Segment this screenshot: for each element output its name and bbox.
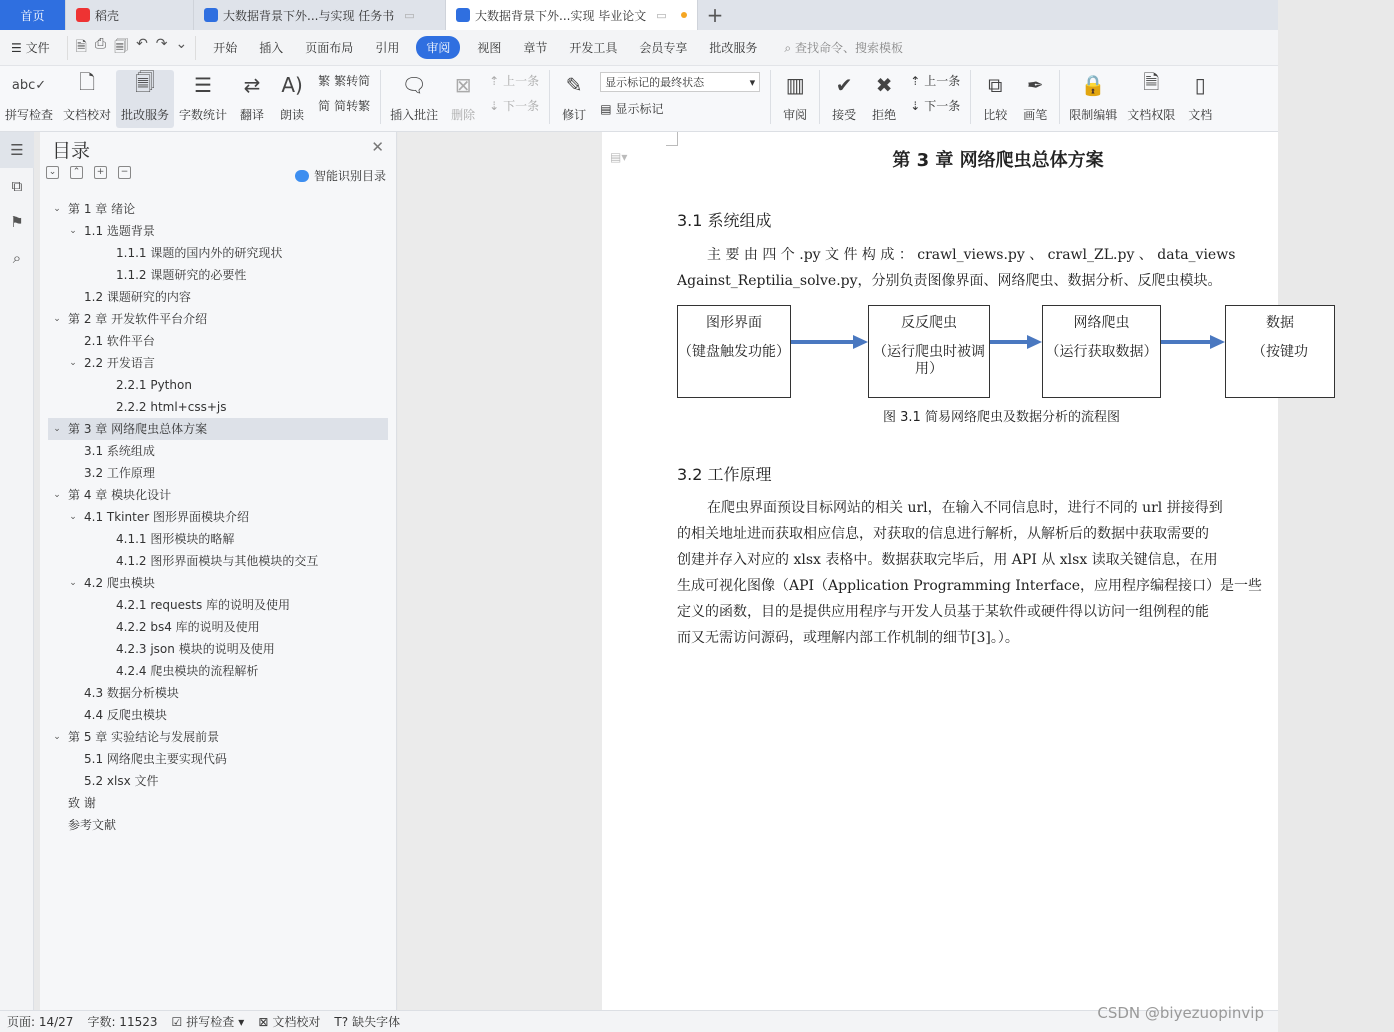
paragraph-line: 在爬虫界面预设目标网站的相关 url，在输入不同信息时，进行不同的 url 拼接得到 bbox=[707, 500, 1223, 516]
show-markup-icon: ▤ bbox=[600, 101, 612, 116]
docer-icon bbox=[76, 8, 90, 22]
delete-comment-icon: ⊠ bbox=[454, 73, 472, 97]
review-pane-icon: ▥ bbox=[785, 73, 805, 97]
correction-service-button[interactable] bbox=[116, 70, 174, 128]
toc-item[interactable] bbox=[48, 286, 388, 308]
tab-task-doc[interactable] bbox=[194, 0, 446, 30]
toc-item-label: 1.1.1 课题的国内外的研究现状 bbox=[116, 246, 283, 260]
font-icon: T? bbox=[334, 1014, 349, 1029]
trad-to-simp-button[interactable] bbox=[318, 72, 370, 89]
chapter-nav-icon[interactable]: ⧉ bbox=[11, 177, 23, 195]
compare-label: 比较 bbox=[983, 108, 1008, 122]
menu-bar bbox=[0, 30, 1278, 66]
show-markup-label: 显示标记 bbox=[615, 102, 664, 116]
track-changes-button[interactable] bbox=[554, 70, 594, 128]
page-indicator[interactable]: 页面: 14/27 bbox=[7, 1015, 74, 1029]
flow-box-title: 反反爬虫 bbox=[901, 315, 957, 331]
flow-box-desc: （运行获取数据） bbox=[1045, 344, 1158, 360]
chevron-down-icon[interactable]: ⌄ bbox=[69, 226, 77, 236]
toc-item[interactable] bbox=[48, 440, 388, 462]
toc-item-label: 4.2.2 bs4 库的说明及使用 bbox=[116, 620, 260, 634]
word-doc-icon bbox=[456, 8, 470, 22]
toc-item[interactable] bbox=[48, 814, 388, 836]
permission-icon: 🗎 bbox=[1143, 70, 1160, 94]
toc-item[interactable] bbox=[48, 550, 388, 572]
toc-item-label: 4.4 反爬虫模块 bbox=[84, 708, 167, 722]
tab-home[interactable] bbox=[0, 0, 66, 30]
next-comment-label: 下一条 bbox=[503, 99, 540, 113]
toc-item-label: 4.2 爬虫模块 bbox=[84, 576, 155, 590]
restrict-edit-button[interactable] bbox=[1064, 70, 1122, 128]
tab-thesis-doc-label: 大数据背景下外...实现 毕业论文 bbox=[475, 8, 647, 23]
toc-item-label: 4.2.1 requests 库的说明及使用 bbox=[116, 598, 291, 612]
read-aloud-icon: A) bbox=[281, 73, 303, 97]
save-icon[interactable]: 🗎 bbox=[75, 38, 87, 55]
accept-button[interactable] bbox=[824, 70, 864, 128]
toc-item[interactable] bbox=[48, 396, 388, 418]
spell-check-button[interactable] bbox=[0, 70, 58, 128]
tab-thesis-doc[interactable] bbox=[446, 0, 698, 30]
word-count-icon: ☰ bbox=[194, 73, 213, 97]
simp-to-trad-label: 简转繁 bbox=[334, 99, 371, 113]
flow-box bbox=[677, 305, 791, 398]
section-title: 3.2 工作原理 bbox=[677, 465, 772, 484]
checkbox-icon: ☑ bbox=[171, 1014, 183, 1029]
review-pane-button[interactable] bbox=[775, 70, 815, 128]
divider bbox=[819, 70, 820, 124]
toc-item[interactable] bbox=[48, 528, 388, 550]
paragraph-line: 主 要 由 四 个 .py 文 件 构 成 ： crawl_views.py 、 crawl_ZL.py 、 data_views bbox=[707, 247, 1236, 263]
toc-item[interactable] bbox=[48, 462, 388, 484]
simp-icon: 简 bbox=[318, 99, 331, 113]
more-doc-button[interactable] bbox=[1180, 70, 1220, 128]
monitor-icon: ▭ bbox=[656, 8, 667, 22]
divider bbox=[1059, 70, 1060, 124]
chevron-down-icon[interactable]: ⌄ bbox=[53, 314, 61, 324]
flow-box-title: 图形界面 bbox=[706, 315, 762, 331]
toc-item-label: 5.2 xlsx 文件 bbox=[84, 774, 159, 788]
flow-box bbox=[1042, 305, 1161, 398]
flow-arrow-icon bbox=[990, 332, 1042, 352]
spell-check-toggle[interactable] bbox=[165, 1013, 252, 1030]
tab-home-label: 首页 bbox=[20, 8, 45, 23]
toc-item[interactable] bbox=[48, 198, 388, 220]
expand-icon[interactable]: ⌃ bbox=[70, 166, 83, 179]
toc-title: 目录 bbox=[52, 140, 91, 162]
toc-item-label: 第 2 章 开发软件平台介绍 bbox=[68, 312, 208, 326]
next-comment-button[interactable] bbox=[489, 97, 539, 114]
bookmark-icon[interactable]: ⚑ bbox=[10, 213, 24, 231]
reject-label: 拒绝 bbox=[872, 108, 897, 122]
quick-access-toolbar bbox=[67, 36, 197, 60]
toc-item-label: 致 谢 bbox=[68, 796, 96, 810]
close-icon[interactable]: ✕ bbox=[371, 138, 384, 156]
translate-label: 翻译 bbox=[240, 108, 265, 122]
accept-label: 接受 bbox=[832, 108, 857, 122]
toc-item-label: 第 1 章 绪论 bbox=[68, 202, 136, 216]
compare-button[interactable] bbox=[975, 70, 1015, 128]
toc-item[interactable] bbox=[48, 220, 388, 242]
smart-toc-label: 智能识别目录 bbox=[313, 169, 386, 183]
toc-item[interactable] bbox=[48, 242, 388, 264]
tab-bar bbox=[0, 0, 1278, 30]
menu-insert[interactable]: 插入 bbox=[259, 41, 284, 55]
page-menu-icon[interactable]: ▤▾ bbox=[610, 150, 628, 164]
proofread-button[interactable] bbox=[58, 70, 116, 128]
toc-item[interactable] bbox=[48, 726, 388, 748]
next-change-icon: ⇣ bbox=[910, 98, 921, 113]
watermark: CSDN @biyezuopinvip bbox=[1097, 1004, 1264, 1022]
toc-list bbox=[48, 198, 388, 836]
toc-item[interactable] bbox=[48, 682, 388, 704]
doc-permission-label: 文档权限 bbox=[1127, 108, 1176, 122]
toc-item-label: 第 4 章 模块化设计 bbox=[68, 488, 172, 502]
flow-box-desc: （运行爬虫时被调用） bbox=[873, 344, 985, 377]
divider bbox=[549, 70, 550, 124]
redo-icon[interactable]: ↷ bbox=[155, 35, 168, 52]
restrict-edit-label: 限制编辑 bbox=[1069, 108, 1118, 122]
toc-item-label: 2.1 软件平台 bbox=[84, 334, 155, 348]
prev-comment-button[interactable] bbox=[489, 72, 539, 89]
toc-item-label: 参考文献 bbox=[68, 818, 117, 832]
customize-icon[interactable]: ⌄ bbox=[175, 35, 188, 52]
toc-item[interactable] bbox=[48, 594, 388, 616]
new-tab-button[interactable]: + bbox=[706, 3, 724, 27]
chevron-down-icon[interactable]: ⌄ bbox=[69, 512, 77, 522]
compare-icon: ⧉ bbox=[988, 73, 1003, 97]
delete-comment-button[interactable] bbox=[443, 70, 483, 128]
next-change-button[interactable] bbox=[910, 97, 960, 114]
doc-icon: ▯ bbox=[1194, 73, 1206, 97]
chevron-down-icon[interactable]: ⌄ bbox=[53, 732, 61, 742]
comment-icon: 🗨 bbox=[401, 73, 427, 97]
proofread-status[interactable] bbox=[251, 1013, 327, 1030]
section-title: 3.1 系统组成 bbox=[677, 211, 772, 230]
spell-check-status-label: 拼写检查 bbox=[186, 1015, 235, 1029]
menu-chapter[interactable]: 章节 bbox=[523, 41, 548, 55]
flow-box-desc: （键盘触发功能） bbox=[678, 344, 790, 360]
tab-docer[interactable] bbox=[66, 0, 194, 30]
toc-item-label: 4.2.3 json 模块的说明及使用 bbox=[116, 642, 275, 656]
review-pane-label: 审阅 bbox=[783, 108, 808, 122]
missing-font-label: 缺失字体 bbox=[352, 1015, 401, 1029]
track-changes-label: 修订 bbox=[562, 108, 587, 122]
insert-comment-button[interactable] bbox=[385, 70, 443, 128]
margin-marker bbox=[666, 132, 678, 146]
trad-to-simp-label: 繁转简 bbox=[334, 74, 371, 88]
toc-item[interactable] bbox=[48, 506, 388, 528]
review-ribbon bbox=[0, 66, 1278, 132]
toc-item[interactable] bbox=[48, 418, 388, 440]
paragraph-line: 而又无需访问源码，或理解内部工作机制的细节[3]。）。 bbox=[677, 630, 1019, 646]
menu-layout[interactable]: 页面布局 bbox=[305, 41, 354, 55]
unsaved-dot-icon bbox=[681, 12, 687, 18]
track-changes-icon: ✎ bbox=[565, 73, 583, 97]
toc-item[interactable] bbox=[48, 572, 388, 594]
smart-toc-button[interactable] bbox=[295, 167, 386, 184]
toc-item-label: 2.2.1 Python bbox=[116, 378, 192, 392]
menu-start[interactable]: 开始 bbox=[213, 41, 238, 55]
toc-tools bbox=[46, 166, 131, 179]
flow-arrow-icon bbox=[1161, 332, 1225, 352]
menu-devtools[interactable]: 开发工具 bbox=[569, 41, 618, 55]
toc-nav-icon[interactable]: ☰ bbox=[0, 132, 34, 168]
toc-item[interactable] bbox=[48, 770, 388, 792]
undo-icon[interactable]: ↶ bbox=[136, 35, 148, 52]
toc-item[interactable] bbox=[48, 638, 388, 660]
word-count-label: 字数统计 bbox=[179, 108, 228, 122]
document-page[interactable] bbox=[602, 132, 1308, 1010]
translate-button[interactable] bbox=[232, 70, 272, 128]
word-count-indicator[interactable]: 字数: 11523 bbox=[87, 1015, 158, 1029]
prev-comment-label: 上一条 bbox=[503, 74, 540, 88]
flow-arrow-icon bbox=[791, 332, 868, 352]
proofread-label: 文档校对 bbox=[63, 108, 112, 122]
flow-box-desc: （按键功 bbox=[1252, 344, 1308, 360]
toc-item-label: 第 3 章 网络爬虫总体方案 bbox=[68, 422, 208, 436]
translate-icon: ⇄ bbox=[243, 73, 261, 97]
reject-icon: ✖ bbox=[875, 73, 893, 97]
toc-item-label: 1.2 课题研究的内容 bbox=[84, 290, 191, 304]
search-icon: ⌕ bbox=[784, 41, 792, 55]
toc-item-label: 2.2 开发语言 bbox=[84, 356, 155, 370]
paragraph-line: 创建并存入对应的 xlsx 表格中。数据获取完毕后，用 API 从 xlsx 读取关键信息，在用 bbox=[677, 552, 1218, 568]
collapse-all-icon[interactable]: ⌄ bbox=[46, 166, 59, 179]
prev-change-icon: ⇡ bbox=[910, 73, 921, 88]
read-aloud-button[interactable] bbox=[272, 70, 312, 128]
flow-box bbox=[1225, 305, 1335, 398]
toc-item[interactable] bbox=[48, 484, 388, 506]
divider bbox=[380, 70, 381, 124]
accept-icon: ✔ bbox=[835, 73, 853, 97]
paragraph-line: 定义的函数，目的是提供应用程序与开发人员基于某软件或硬件得以访问一组例程的能 bbox=[677, 604, 1209, 620]
toc-item-label: 4.3 数据分析模块 bbox=[84, 686, 179, 700]
remove-icon[interactable]: − bbox=[118, 166, 131, 179]
proofread-icon: 🗋 bbox=[78, 70, 96, 94]
search-icon[interactable]: ⌕ bbox=[12, 249, 22, 267]
word-doc-icon bbox=[204, 8, 218, 22]
add-icon[interactable]: + bbox=[94, 166, 107, 179]
toc-item-label: 1.1.2 课题研究的必要性 bbox=[116, 268, 247, 282]
chapter-title: 第 3 章 网络爬虫总体方案 bbox=[892, 150, 1104, 171]
ai-icon bbox=[295, 170, 309, 182]
trad-icon: 繁 bbox=[318, 74, 331, 88]
toc-item-label: 4.2.4 爬虫模块的流程解析 bbox=[116, 664, 259, 678]
next-icon: ⇣ bbox=[489, 98, 500, 113]
print-icon[interactable]: ⎙ bbox=[94, 35, 107, 52]
paragraph-line: 生成可视化图像（API（Application Programming Interface，应用程序编程接口）是一些 bbox=[677, 578, 1263, 594]
menu-reference[interactable]: 引用 bbox=[375, 41, 400, 55]
toc-item[interactable] bbox=[48, 748, 388, 770]
toc-item[interactable] bbox=[48, 330, 388, 352]
prev-change-button[interactable] bbox=[910, 72, 960, 89]
spell-check-icon: abc✓ bbox=[11, 77, 47, 93]
menu-review[interactable]: 审阅 bbox=[416, 36, 460, 59]
pen-icon: ✒ bbox=[1026, 73, 1044, 97]
file-menu-label: 文件 bbox=[25, 41, 50, 55]
chevron-down-icon[interactable]: ⌄ bbox=[53, 204, 61, 214]
toc-item-label: 3.2 工作原理 bbox=[84, 466, 155, 480]
more-doc-label: 文档 bbox=[1188, 108, 1213, 122]
toc-item-label: 4.1.2 图形界面模块与其他模块的交互 bbox=[116, 554, 319, 568]
toc-item[interactable] bbox=[48, 616, 388, 638]
menu-view[interactable]: 视图 bbox=[477, 41, 502, 55]
divider bbox=[770, 70, 771, 124]
status-bar bbox=[0, 1010, 1278, 1032]
tab-task-doc-label: 大数据背景下外...与实现 任务书 bbox=[223, 8, 395, 23]
command-search[interactable] bbox=[768, 39, 903, 56]
flow-box-title: 数据 bbox=[1266, 315, 1294, 331]
lock-icon: 🔒 bbox=[1080, 73, 1106, 97]
tab-docer-label: 稻壳 bbox=[95, 8, 120, 23]
toc-item-label: 3.1 系统组成 bbox=[84, 444, 155, 458]
next-change-label: 下一条 bbox=[924, 99, 961, 113]
paragraph-line: Against_Reptilia_solve.py，分别负责图像界面、网络爬虫、数据分析、反爬虫模块。 bbox=[677, 273, 1222, 289]
insert-comment-label: 插入批注 bbox=[390, 108, 439, 122]
chevron-down-icon: ▾ bbox=[749, 75, 756, 89]
command-search-placeholder: 查找命令、搜索模板 bbox=[794, 41, 903, 55]
menu-correction[interactable]: 批改服务 bbox=[709, 41, 758, 55]
toc-item[interactable] bbox=[48, 264, 388, 286]
paragraph-line: 的相关地址进而获取相应信息，对获取的信息进行解析，从解析后的数据中获取需要的 bbox=[677, 526, 1209, 542]
chevron-down-icon[interactable]: ⌄ bbox=[69, 358, 77, 368]
reject-button[interactable] bbox=[864, 70, 904, 128]
markup-state-value: 显示标记的最终状态 bbox=[605, 76, 705, 89]
toc-item[interactable] bbox=[48, 308, 388, 330]
correction-label: 批改服务 bbox=[121, 108, 170, 122]
flow-box bbox=[868, 305, 990, 398]
toc-item[interactable] bbox=[48, 704, 388, 726]
monitor-icon: ▭ bbox=[404, 8, 415, 22]
print-preview-icon[interactable]: 🗐 bbox=[114, 38, 129, 55]
proofread-status-icon: ⊠ bbox=[258, 1014, 269, 1029]
missing-font-status[interactable] bbox=[327, 1013, 407, 1030]
prev-change-label: 上一条 bbox=[924, 74, 961, 88]
toc-item-label: 4.1 Tkinter 图形界面模块介绍 bbox=[84, 510, 249, 524]
show-markup-button[interactable] bbox=[600, 100, 760, 117]
delete-comment-label: 删除 bbox=[451, 108, 476, 122]
spell-check-label: 拼写检查 bbox=[5, 108, 54, 122]
workspace-background bbox=[398, 132, 602, 1010]
pen-label: 画笔 bbox=[1023, 108, 1048, 122]
chevron-down-icon: ▾ bbox=[238, 1014, 245, 1029]
read-aloud-label: 朗读 bbox=[280, 108, 305, 122]
flow-box-title: 网络爬虫 bbox=[1073, 315, 1130, 331]
toc-item[interactable] bbox=[48, 352, 388, 374]
toc-item[interactable] bbox=[48, 660, 388, 682]
chevron-down-icon[interactable]: ⌄ bbox=[69, 578, 77, 588]
menu-member[interactable]: 会员专享 bbox=[639, 41, 688, 55]
toc-item-label: 第 5 章 实验结论与发展前景 bbox=[68, 730, 220, 744]
figure-caption: 图 3.1 简易网络爬虫及数据分析的流程图 bbox=[883, 410, 1120, 425]
word-count-button[interactable] bbox=[174, 70, 232, 128]
markup-state-select[interactable] bbox=[600, 72, 760, 92]
toc-item-label: 1.1 选题背景 bbox=[84, 224, 155, 238]
chevron-down-icon[interactable]: ⌄ bbox=[53, 490, 61, 500]
chevron-down-icon[interactable]: ⌄ bbox=[53, 424, 61, 434]
file-menu[interactable]: ☰ 文件 bbox=[11, 41, 50, 55]
correction-icon: 🗐 bbox=[135, 70, 156, 94]
toc-item[interactable] bbox=[48, 792, 388, 814]
proofread-status-label: 文档校对 bbox=[272, 1015, 321, 1029]
nav-icon-strip bbox=[0, 132, 34, 1010]
toc-pane bbox=[40, 132, 397, 1010]
prev-icon: ⇡ bbox=[489, 73, 500, 88]
toc-item[interactable] bbox=[48, 374, 388, 396]
toc-item-label: 4.1.1 图形模块的略解 bbox=[116, 532, 235, 546]
doc-permission-button[interactable] bbox=[1122, 70, 1180, 128]
pen-button[interactable] bbox=[1015, 70, 1055, 128]
simp-to-trad-button[interactable] bbox=[318, 97, 370, 114]
toc-item-label: 2.2.2 html+css+js bbox=[116, 400, 227, 414]
toc-item-label: 5.1 网络爬虫主要实现代码 bbox=[84, 752, 227, 766]
divider bbox=[970, 70, 971, 124]
